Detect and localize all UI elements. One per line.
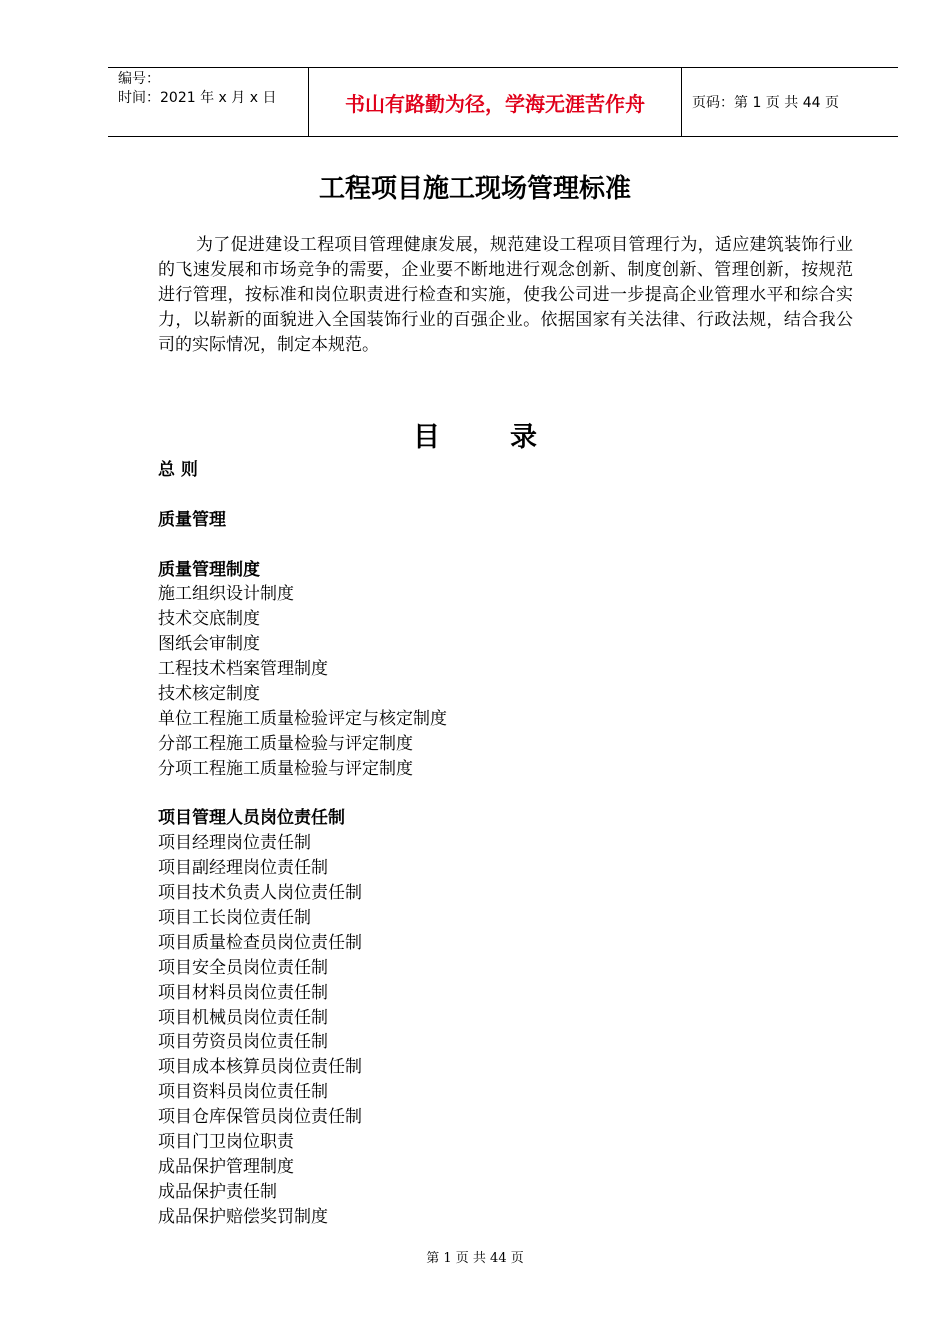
toc-item: 项目仓库保管员岗位责任制 [158, 1107, 362, 1128]
toc-section-heading: 质量管理制度 [158, 559, 260, 580]
toc-spacer [158, 782, 858, 807]
page-header [108, 67, 898, 137]
motto-text: 书山有路勤为径，学海无涯苦作舟 [345, 91, 645, 116]
toc-item: 项目安全员岗位责任制 [158, 957, 328, 978]
toc-item: 单位工程施工质量检验评定与核定制度 [158, 708, 447, 729]
toc-item: 技术核定制度 [158, 684, 260, 705]
toc-item: 成品保护赔偿奖罚制度 [158, 1206, 328, 1227]
header-page-info [682, 68, 898, 136]
toc-item: 项目质量检查员岗位责任制 [158, 932, 362, 953]
toc-section-heading: 质量管理 [158, 509, 226, 530]
toc-item: 施工组织设计制度 [158, 584, 294, 605]
time-line: 时间：2021 年 x 月 x 日 [118, 90, 277, 106]
table-of-contents [158, 458, 858, 1230]
toc-item: 项目工长岗位责任制 [158, 908, 311, 929]
header-meta [108, 68, 308, 136]
toc-item: 成品保护责任制 [158, 1181, 277, 1202]
toc-item: 项目成本核算员岗位责任制 [158, 1057, 362, 1078]
toc-item: 技术交底制度 [158, 609, 260, 630]
toc-title: 目录 [413, 422, 607, 453]
toc-item: 项目劳资员岗位责任制 [158, 1032, 328, 1053]
page-info-text: 页码：第 1 页 共 44 页 [692, 95, 839, 111]
toc-item: 项目门卫岗位职责 [158, 1132, 294, 1153]
toc-section-heading: 总 则 [158, 460, 198, 480]
toc-item: 项目技术负责人岗位责任制 [158, 883, 362, 904]
toc-item: 分部工程施工质量检验与评定制度 [158, 733, 413, 754]
toc-item: 项目材料员岗位责任制 [158, 982, 328, 1003]
toc-item: 项目经理岗位责任制 [158, 833, 311, 854]
toc-item: 项目机械员岗位责任制 [158, 1007, 328, 1028]
toc-spacer [158, 533, 858, 558]
toc-item: 项目资料员岗位责任制 [158, 1082, 328, 1103]
toc-item: 工程技术档案管理制度 [158, 659, 328, 680]
toc-item: 图纸会审制度 [158, 634, 260, 655]
toc-spacer [158, 483, 858, 508]
toc-item: 项目副经理岗位责任制 [158, 858, 328, 879]
number-label: 编号： [118, 71, 160, 87]
intro-paragraph: 为了促进建设工程项目管理健康发展，规范建设工程项目管理行为，适应建筑装饰行业的飞速发展和市场竞争的需要，企业要不断地进行观念创新、制度创新、管理创新，按规范进行管理，按标准和岗位职责进行检查和实施，使我公司进一步提高企业管理水平和综合实力，以崭新的面貌进入全国装饰行业的百强企业。依据国家有关法律、行政法规，结合我公司的实际情况，制定本规范。 [158, 235, 853, 355]
document-title: 工程项目施工现场管理标准 [318, 174, 631, 204]
toc-item: 成品保护管理制度 [158, 1156, 294, 1177]
toc-section-heading: 项目管理人员岗位责任制 [158, 808, 345, 829]
header-motto-cell [308, 68, 682, 136]
toc-item: 分项工程施工质量检验与评定制度 [158, 758, 413, 779]
page-footer: 第 1 页 共 44 页 [426, 1251, 524, 1266]
